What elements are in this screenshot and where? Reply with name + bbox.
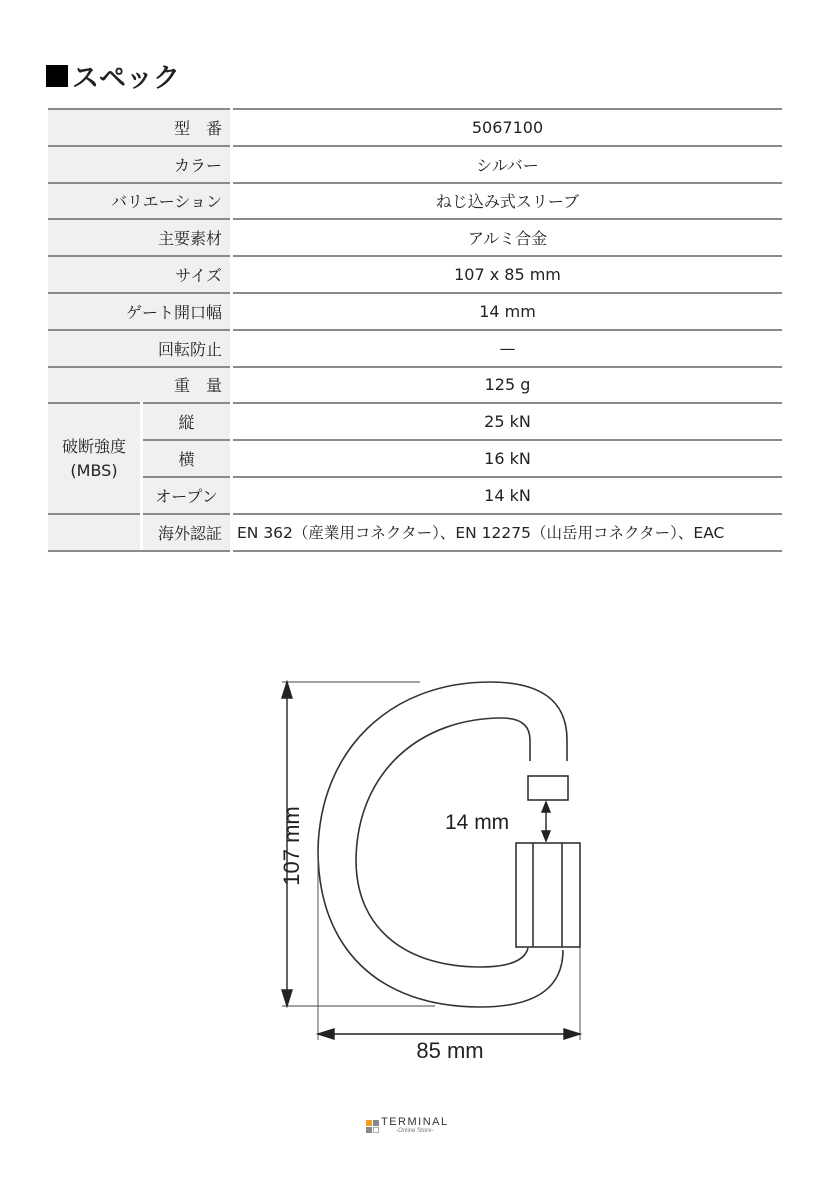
- logo-squares-icon: [366, 1120, 379, 1133]
- mbs-value: 14 kN: [233, 476, 782, 513]
- spec-label: 回転防止: [48, 329, 230, 366]
- mbs-sub-label: 横: [143, 439, 230, 476]
- spec-row-model: [48, 108, 782, 145]
- spec-row-anti-rotation: [48, 329, 782, 366]
- spec-row-variation: [48, 182, 782, 219]
- spec-row-gate-opening: [48, 292, 782, 329]
- spec-label: 主要素材: [48, 218, 230, 255]
- spec-label: ゲート開口幅: [48, 292, 230, 329]
- spec-value: シルバー: [233, 145, 782, 182]
- mbs-value: 25 kN: [233, 402, 782, 439]
- spec-row-color: [48, 145, 782, 182]
- section-title: [46, 56, 180, 95]
- spec-label: 型 番: [48, 108, 230, 145]
- mbs-row-major: [48, 402, 782, 439]
- mbs-value: 16 kN: [233, 439, 782, 476]
- width-dimension-label: 85 mm: [416, 1038, 484, 1063]
- spec-value: 125 g: [233, 366, 782, 403]
- spec-value: アルミ合金: [233, 218, 782, 255]
- mbs-row-open: [48, 476, 782, 513]
- square-marker-icon: [46, 65, 68, 87]
- mbs-row-minor: [48, 439, 782, 476]
- spec-label: バリエーション: [48, 182, 230, 219]
- spec-value: 107 x 85 mm: [233, 255, 782, 292]
- table-bottom-border: [48, 550, 230, 552]
- mbs-group: [48, 402, 782, 512]
- height-dimension-label: 107 mm: [279, 806, 304, 886]
- spec-value: 14 mm: [233, 292, 782, 329]
- spec-label: カラー: [48, 145, 230, 182]
- spec-label: 海外認証: [143, 513, 230, 550]
- terminal-logo: [366, 1117, 449, 1135]
- logo-brand: TERMINAL: [381, 1116, 449, 1128]
- spec-label: 重 量: [48, 366, 230, 403]
- spec-value: EN 362（産業用コネクター）、EN 12275（山岳用コネクター）、EAC: [233, 513, 782, 550]
- spec-value: —: [233, 329, 782, 366]
- mbs-sub-label: 縦: [143, 402, 230, 439]
- carabiner-dimension-diagram: [240, 660, 600, 1080]
- mbs-label-line2: (MBS): [70, 460, 118, 480]
- mbs-sub-label: オープン: [143, 476, 230, 513]
- spec-value: ねじ込み式スリーブ: [233, 182, 782, 219]
- gate-opening-label: 14 mm: [445, 811, 510, 834]
- spec-row-material: [48, 218, 782, 255]
- spec-row-certification: [48, 513, 782, 550]
- spec-row-size: [48, 255, 782, 292]
- mbs-label-line1: 破断強度: [61, 436, 126, 456]
- spec-label: サイズ: [48, 255, 230, 292]
- spec-value: 5067100: [233, 108, 782, 145]
- spec-row-weight: [48, 366, 782, 403]
- logo-tagline: -Online Store-: [396, 1128, 434, 1134]
- section-title-text: スペック: [72, 63, 180, 94]
- spec-table: [48, 108, 782, 550]
- table-bottom-border: [233, 550, 782, 552]
